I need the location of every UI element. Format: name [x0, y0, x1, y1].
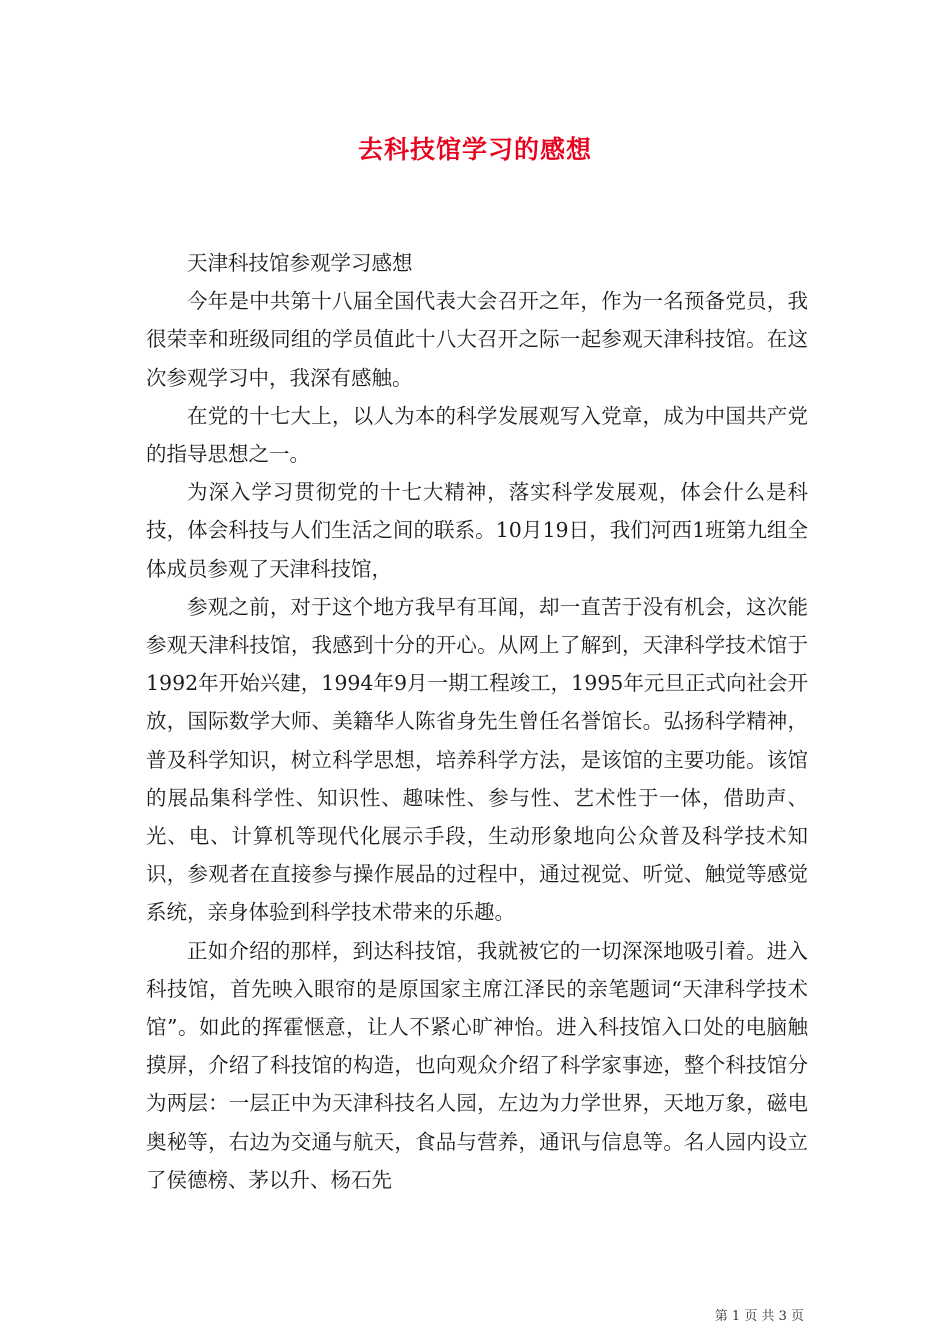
paragraph: 参观之前，对于这个地方我早有耳闻，却一直苦于没有机会，这次能参观天津科技馆，我感到十分的开心。从网上了解到，天津科学技术馆于1992年开始兴建，1994年9月一期工程竣工，1995年元旦正式向社会开放，国际数学大师、美籍华人陈省身先生曾任名誉馆长。弘扬科学精神，普及科学知识，树立科学思想，培养科学方法，是该馆的主要功能。该馆的展品集科学性、知识性、趣味性、参与性、艺术性于一体，借助声、光、电、计算机等现代化展示手段，生动形象地向公众普及科学技术知识，参观者在直接参与操作展品的过程中，通过视觉、听觉、触觉等感觉系统，亲身体验到科学技术带来的乐趣。 [146, 594, 808, 925]
paragraph: 今年是中共第十八届全国代表大会召开之年，作为一名预备党员，我很荣幸和班级同组的学员值此十八大召开之际一起参观天津科技馆。在这次参观学习中，我深有感触。 [146, 289, 808, 390]
paragraph-subtitle: 天津科技馆参观学习感想 [187, 251, 413, 275]
paragraph: 在党的十七大上，以人为本的科学发展观写入党章，成为中国共产党的指导思想之一。 [146, 403, 808, 467]
page-number-footer: 第 1 页 共 3 页 [714, 1309, 804, 1324]
paragraph: 正如介绍的那样，到达科技馆，我就被它的一切深深地吸引着。进入科技馆，首先映入眼帘的是原国家主席江泽民的亲笔题词“天津科学技术馆”。如此的挥霍惬意，让人不紧心旷神怡。进入科技馆入口处的电脑触摸屏，介绍了科技馆的构造，也向观众介绍了科学家事迹，整个科技馆分为两层：一层正中为天津科技名人园，左边为力学世界，天地万象，磁电奥秘等，右边为交通与航天，食品与营养，通讯与信息等。名人园内设立了侯德榜、茅以升、杨石先 [146, 938, 808, 1192]
document-title: 去科技馆学习的感想 [357, 135, 592, 164]
document-body [146, 244, 808, 1199]
paragraph: 为深入学习贯彻党的十七大精神，落实科学发展观，体会什么是科技，体会科技与人们生活之间的联系。10月19日，我们河西1班第九组全体成员参观了天津科技馆， [146, 480, 808, 581]
